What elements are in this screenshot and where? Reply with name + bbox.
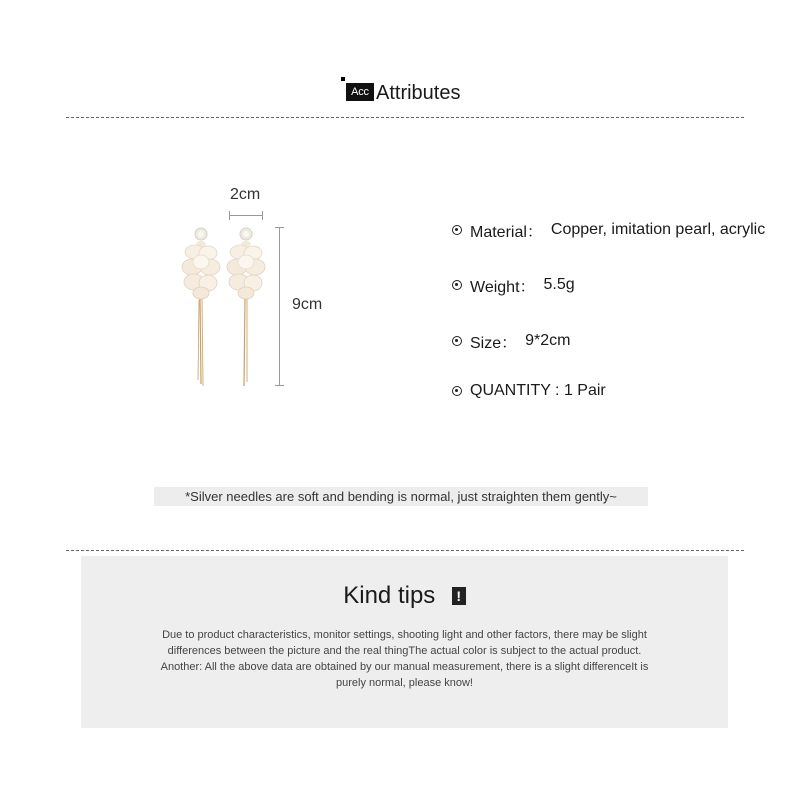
care-note: *Silver needles are soft and bending is normal, just straighten them gently~ xyxy=(154,487,648,506)
attr-value: 5.5g xyxy=(543,276,575,293)
height-measure-tick-bottom xyxy=(275,385,284,386)
top-divider xyxy=(66,117,744,118)
earrings-product-image xyxy=(170,222,270,392)
height-measure-tick-top xyxy=(275,227,284,228)
kind-tips-text xyxy=(121,627,688,691)
header-badge: Acc xyxy=(346,83,374,101)
width-measure-tick-left xyxy=(229,211,230,220)
attr-label: Material： xyxy=(470,223,543,241)
bullet-icon xyxy=(452,386,462,396)
earring-left xyxy=(182,228,220,386)
attr-size xyxy=(452,330,571,352)
attr-material xyxy=(452,219,765,241)
earring-right xyxy=(227,228,265,386)
attr-label: QUANTITY : 1 Pair xyxy=(470,382,606,399)
attr-label: Weight： xyxy=(470,278,536,296)
tips-line: purely normal, please know! xyxy=(336,677,473,689)
section-title: Attributes xyxy=(376,82,461,104)
kind-tips-title: Kind tips xyxy=(343,582,436,609)
attr-value: 9*2cm xyxy=(525,332,571,349)
bottom-divider xyxy=(66,550,744,551)
kind-tips-box xyxy=(81,556,728,728)
width-measure-tick-right xyxy=(262,211,263,220)
height-measure-line xyxy=(279,227,280,386)
height-label: 9cm xyxy=(292,296,323,313)
bullet-icon xyxy=(452,336,462,346)
attr-value: Copper, imitation pearl, acrylic xyxy=(550,221,766,238)
attr-weight xyxy=(452,274,575,296)
header-decor-dot xyxy=(341,77,345,81)
attr-label: Size： xyxy=(470,334,518,352)
width-label: 2cm xyxy=(230,186,261,203)
width-measure-line xyxy=(229,215,263,216)
tips-line: Another: All the above data are obtained by our manual measurement, there is a slight differenceIt is xyxy=(160,661,649,673)
kind-tips-heading xyxy=(81,582,728,610)
bullet-icon xyxy=(452,225,462,235)
tips-line: differences between the picture and the real thingThe actual color is subject to the actual product. xyxy=(167,645,642,657)
tips-line: Due to product characteristics, monitor settings, shooting light and other factors, there may be slight xyxy=(162,629,647,641)
bullet-icon xyxy=(452,280,462,290)
exclamation-icon: ! xyxy=(452,587,466,605)
attr-quantity xyxy=(452,380,614,402)
